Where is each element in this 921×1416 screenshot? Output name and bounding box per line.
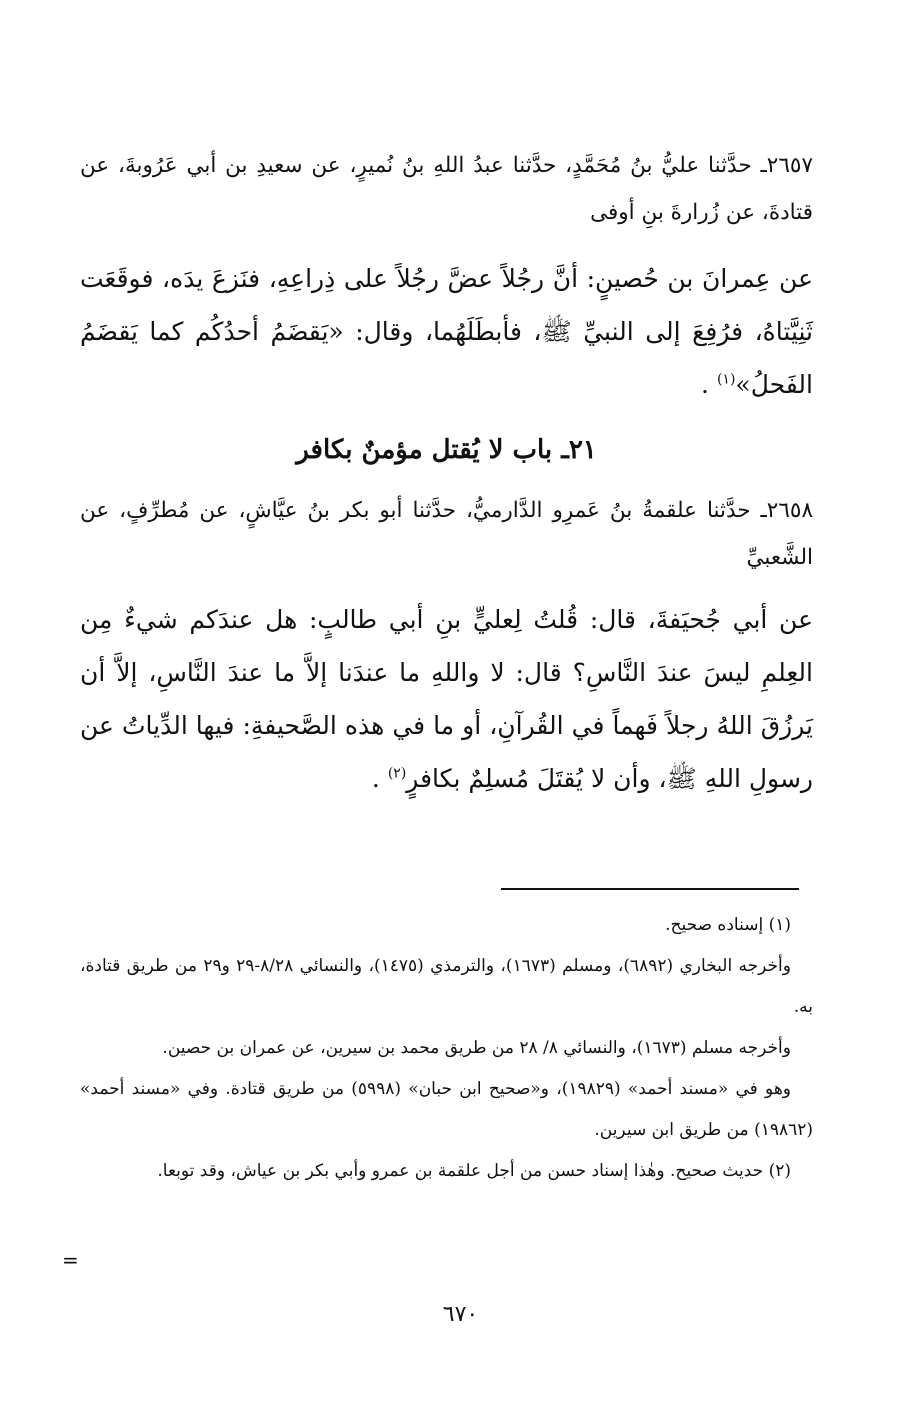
footnote-1-takhrij-b: وأخرجه مسلم (١٦٧٣)، والنسائي ٨/ ٢٨ من طريق محمد بن سيرين، عن عمران بن حصين. [162,1038,791,1058]
footnote-1-grade: (١) إسناده صحيح. [665,915,791,935]
footnotes [80,905,813,1192]
footnote-2: (٢) حديث صحيح. وهٰذا إسناد حسن من أجل علقمة بن عمرو وأبي بكر بن عياش، وقد توبعا. [157,1161,791,1181]
hadith-2657-matn [80,252,813,411]
footnote-ref-2[interactable]: (٢) [387,765,407,782]
hadith-2657-isnad: ٢٦٥٧ـ حدَّثنا عليُّ بنُ مُحَمَّدٍ، حدَّثنا عبدُ اللهِ بنُ نُميرٍ، عن سعيدِ بن أبي عَرُوبةَ، عن قتادةَ، عن زُرارةَ بنِ أوفى [80,153,813,225]
page-number: ٦٧٠ [442,1302,479,1327]
footnote-1-takhrij-c: وهو في «مسند أحمد» (١٩٨٢٩)، و«صحيح ابن حبان» (٥٩٩٨) من طريق قتادة. وفي «مسند أحمد» (١٩٨٦٢) من طريق ابن سيرين. [80,1079,813,1140]
footnote-divider [501,888,799,890]
continuation-mark: = [62,1248,79,1272]
hadith-2658-matn-text: عن أبي جُحيَفةَ، قال: قُلتُ لِعليٍّ بنِ أبي طالبٍ: هل عندَكم شيءٌ مِن العِلمِ ليسَ عندَ النَّاسِ؟ قال: لا واللهِ ما عندَنا إلاَّ ما عندَ النَّاسِ، إلاَّ أن يَرزُقَ اللهُ رجلاً فَهماً في القُرآنِ، أو ما في هذه الصَّحيفةِ: فيها الدِّياتُ عن رسولِ اللهِ ﷺ، وأن لا يُقتَلَ مُسلِمٌ بكافرٍ [80,605,813,793]
footnote-ref-1[interactable]: (١) [716,371,736,388]
hadith-2658-end-mark: . [371,764,380,793]
chapter-heading: ٢١ـ باب لا يُقتل مؤمنٌ بكافر [296,435,597,465]
hadith-2657-matn-text: عن عِمرانَ بن حُصينٍ: أنَّ رجُلاً عضَّ رجُلاً على ذِراعِهِ، فنَزعَ يدَه، فوقَعَت ثَنِيَّتاهُ، فرُفِعَ إلى النبيِّ ﷺ، فأبطَلَهُما، وقال: «يَقضَمُ أحدُكُم كما يَقضَمُ الفَحلُ» [80,264,813,399]
hadith-2657-end-mark: . [701,370,709,399]
main-text [80,142,813,805]
hadith-2658-matn [80,593,813,805]
hadith-2658-isnad: ٢٦٥٨ـ حدَّثنا علقمةُ بنُ عَمرِو الدَّارميُّ، حدَّثنا أبو بكر بنُ عيَّاشٍ، عن مُطرِّفٍ، عن الشَّعبيِّ [80,498,813,570]
footnote-1-takhrij-a: وأخرجه البخاري (٦٨٩٢)، ومسلم (١٦٧٣)، والترمذي (١٤٧٥)، والنسائي ٨/٢٨-٢٩ و٢٩ من طريق قتادة، به. [80,956,813,1017]
